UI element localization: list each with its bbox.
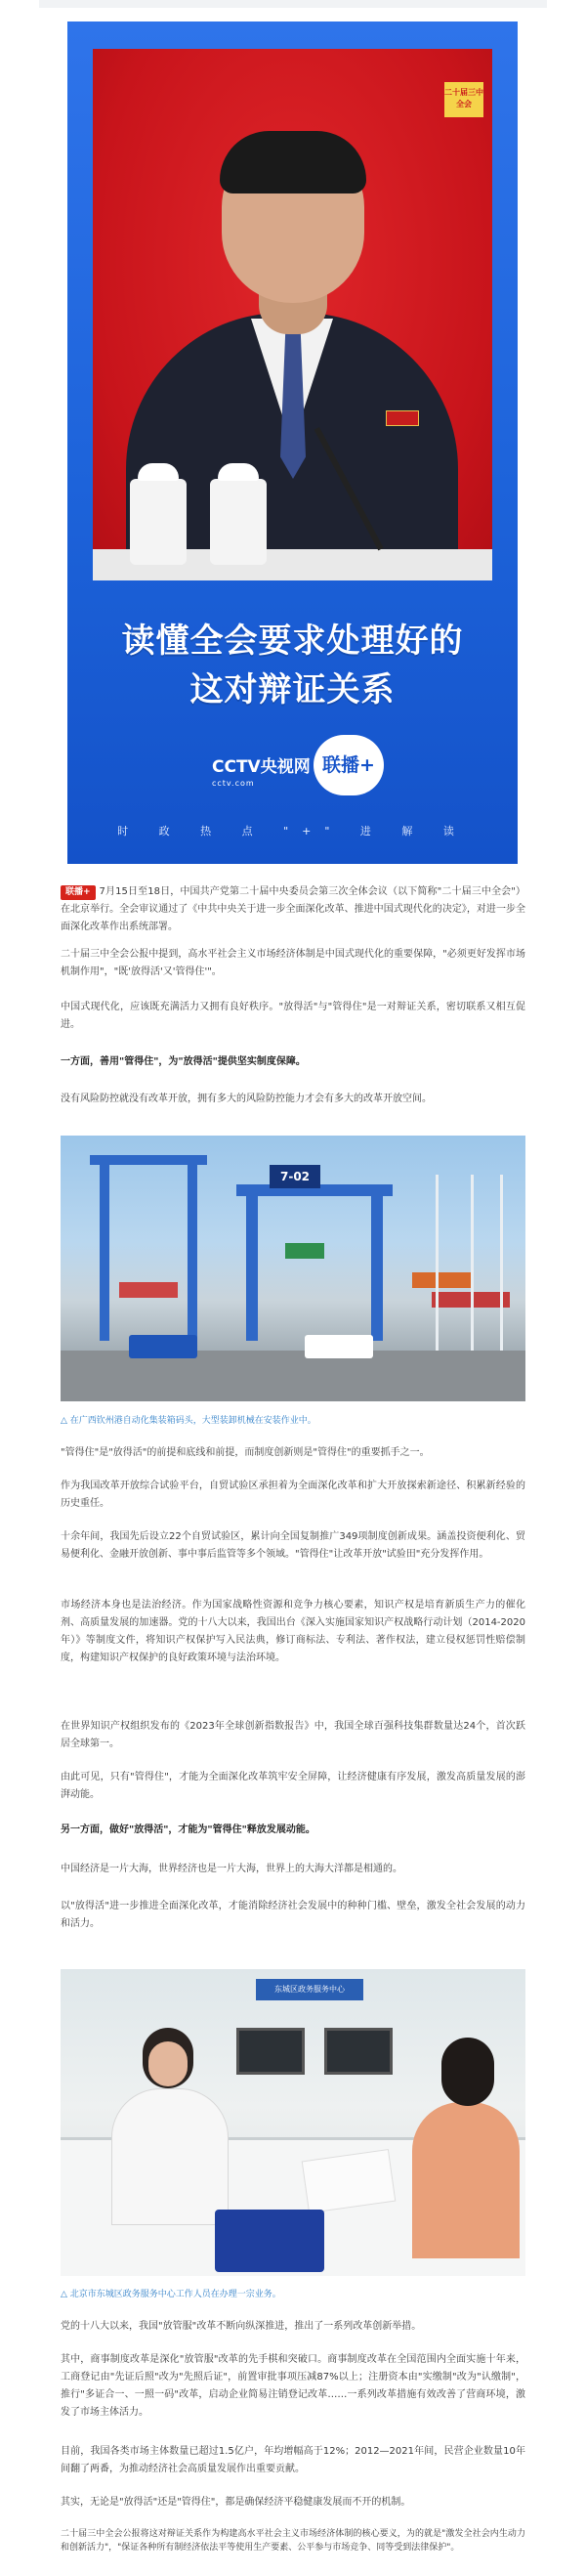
document-bag [215, 2210, 324, 2272]
top-bar [39, 0, 547, 8]
cctv-logo-sub: cctv.com [212, 779, 255, 788]
crane-leg [100, 1155, 109, 1341]
container [119, 1282, 178, 1298]
article-paragraph: 中国式现代化，应该既充满活力又拥有良好秩序。"放得活"与"管得住"是一对辩证关系，密切联系又相互促进。 [61, 1002, 525, 1030]
cctv-logo-text: CCTV央视网 [212, 757, 311, 777]
article-paragraph: 没有风险防控就没有改革开放，拥有多大的风险防控能力才会有多大的改革开放空间。 [61, 1094, 432, 1104]
article-paragraph: 十余年间，我国先后设立22个自贸试验区，累计向全国复制推广349项制度创新成果。涵盖投资便利化、贸易便利化、金融开放创新、事中事后监管等多个领域。"管得住"让改革开放"试验田"充分发挥作用。 [61, 1531, 525, 1560]
office-photo [61, 1969, 525, 2276]
poster-banner [67, 21, 518, 864]
article-paragraph: 在世界知识产权组织发布的《2023年全球创新指数报告》中，我国全球百强科技集群数量达24个，首次跃居全球第一。 [61, 1721, 525, 1749]
article-paragraph: 由此可见，只有"管得住"，才能为全面深化改革筑牢安全屏障，让经济健康有序发展，激发高质量发展的澎湃动能。 [61, 1772, 525, 1800]
cctv-logo [212, 752, 311, 788]
truck [129, 1335, 197, 1358]
tea-cup-icon [210, 479, 267, 565]
section-heading: 一方面，善用"管得住"，为"放得活"提供坚实制度保障。 [61, 1056, 306, 1067]
staff-member [104, 2028, 240, 2223]
article-paragraph: 市场经济本身也是法治经济。作为国家战略性资源和竞争力核心要素，知识产权是培育新质生产力的催化剂、高质量发展的加速器。党的十八大以来，我国出台《深入实施国家知识产权战略行动计划（2014-2020年）》等制度文件，将知识产权保护写入民法典，修订商标法、专利法、著作权法，建立侵权惩罚性赔偿制度，构建知识产权保护的良好政策环境与法治环境。 [61, 1600, 525, 1663]
light-pole [436, 1175, 439, 1360]
light-pole [500, 1175, 503, 1360]
photo-caption: △ 北京市东城区政务服务中心工作人员在办理一宗业务。 [61, 2290, 281, 2299]
crane-leg [371, 1184, 383, 1341]
container [412, 1272, 471, 1288]
article-paragraph: 二十届三中全会公报将这对辩证关系作为构建高水平社会主义市场经济体制的核心要义，为的就是"激发全社会内生动力和创新活力"，"保证各种所有制经济依法平等使用生产要素、公平参与市场竞争、同等受到法律保护"。 [61, 2529, 525, 2553]
monitor-icon [324, 2028, 393, 2075]
article-paragraph: 其中，商事制度改革是深化"放管服"改革的先手棋和突破口。商事制度改革在全国范围内全面实施十年来，工商登记由"先证后照"改为"先照后证"，前置审批事项压减87%以上；注册资本由"实缴制"改为"认缴制"，推行"多证合一、一照一码"改革，启动企业简易注销登记改革……一系列改革措施有效改善了营商环境，激发了市场主体活力。 [61, 2354, 525, 2418]
article-paragraph: 中国经济是一片大海，世界经济也是一片大海，世界上的大海大洋都是相通的。 [61, 1864, 402, 1874]
article-paragraph: 目前，我国各类市场主体数量已超过1.5亿户，年均增幅高于12%；2012—2021年间，民营企业数量10年间翻了两番，为推动经济社会高质量发展作出重要贡献。 [61, 2446, 525, 2474]
truck [305, 1335, 373, 1358]
article-paragraph: 作为我国改革开放综合试验平台，自贸试验区承担着为全面深化改革和扩大开放探索新途径、积累新经验的历史重任。 [61, 1481, 525, 1509]
lianbo-tag: 联播+ [61, 885, 96, 900]
article-paragraph: 二十届三中全会公报中提到，高水平社会主义市场经济体制是中国式现代化的重要保障，"必须更好发挥市场机制作用"，"既'放得活'又'管得住'"。 [61, 949, 525, 977]
office-sign: 东城区政务服务中心 [256, 1979, 363, 2000]
monitor-icon [236, 2028, 305, 2075]
visitor [412, 2038, 520, 2253]
tea-cup-icon [130, 479, 187, 565]
poster-headline-line2: 这对辩证关系 [189, 670, 396, 709]
lianbo-logo: 联播+ [314, 735, 384, 795]
light-pole [471, 1175, 474, 1360]
crane-leg [188, 1155, 197, 1341]
crane-number-sign: 7-02 [270, 1165, 320, 1188]
article-paragraph: 以"放得活"进一步推进全面深化改革，才能消除经济社会发展中的种种门槛、壁垒，激发全社会发展的动力和活力。 [61, 1901, 525, 1929]
container [285, 1243, 324, 1259]
article-paragraph: 党的十八大以来，我国"放管服"改革不断向纵深推进，推出了一系列改革创新举措。 [61, 2321, 422, 2332]
name-badge [386, 410, 419, 426]
hair-shape [220, 131, 366, 193]
paragraph-text: 7月15日至18日，中国共产党第二十届中央委员会第三次全体会议（以下简称"二十届三中全会"）在北京举行。全会审议通过了《中共中央关于进一步全面深化改革、推进中国式现代化的决定》，对进一步全面深化改革作出系统部署。 [61, 886, 525, 932]
article-paragraph [61, 883, 525, 936]
article-paragraph: 其实，无论是"放得活"还是"管得住"，都是确保经济平稳健康发展而不开的机制。 [61, 2497, 411, 2508]
photo-caption: △ 在广西钦州港自动化集装箱码头，大型装卸机械在安装作业中。 [61, 1416, 316, 1426]
poster-stamp: 二十届三中全会 [444, 82, 483, 117]
port-photo [61, 1136, 525, 1401]
poster-subline: 时 政 热 点 "+" 进 解 读 [117, 825, 468, 837]
section-heading: 另一方面，做好"放得活"，才能为"管得住"释放发展动能。 [61, 1825, 315, 1835]
poster-logos [67, 735, 518, 803]
crane-leg [246, 1184, 258, 1341]
article-paragraph: "管得住"是"放得活"的前提和底线和前提，而制度创新则是"管得住"的重要抓手之一。 [61, 1447, 430, 1458]
leader-photo [93, 49, 492, 580]
poster-headline-line1: 读懂全会要求处理好的 [121, 622, 464, 661]
